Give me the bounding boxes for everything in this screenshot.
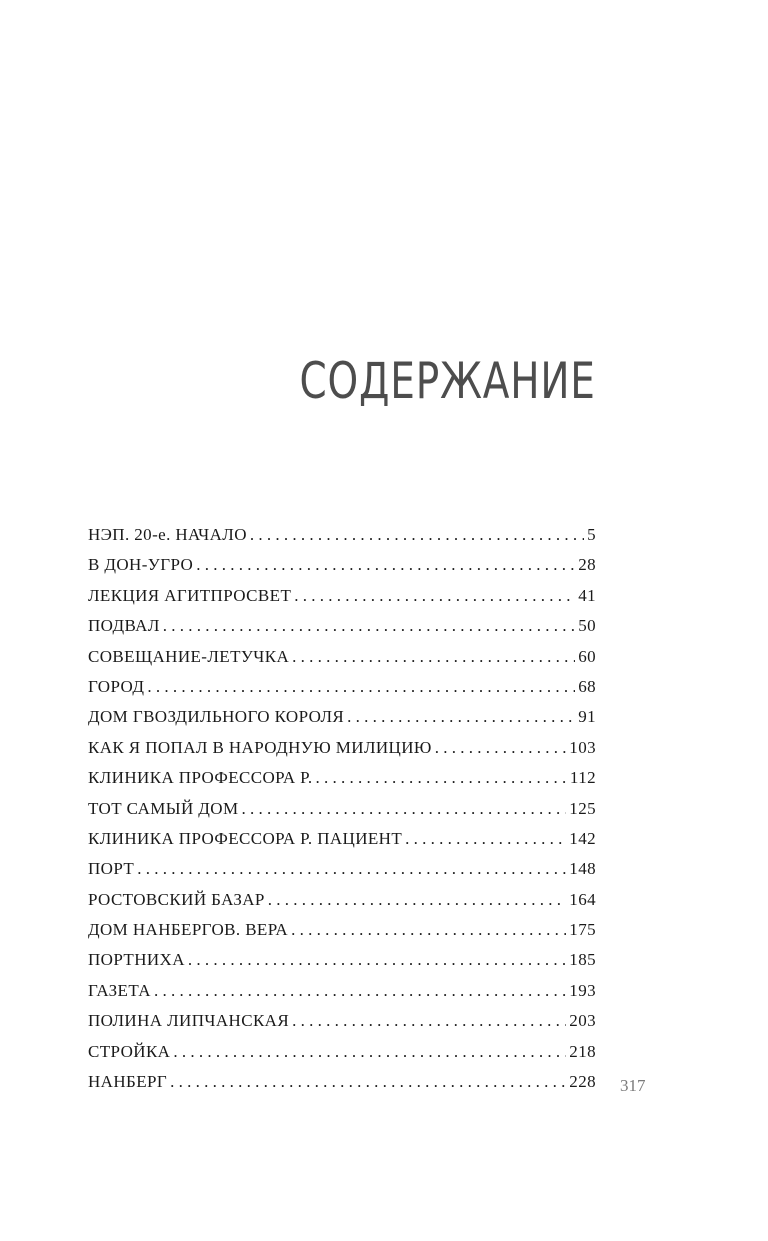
- page-number: 317: [620, 1076, 646, 1095]
- toc-entry[interactable]: [88, 890, 596, 920]
- toc-dot-leader: [405, 829, 566, 849]
- page-title: СОДЕРЖАНИЕ: [299, 352, 596, 410]
- toc-entry-title: НЭП. 20-е. НАЧАЛО: [88, 525, 247, 544]
- toc-dot-leader: [268, 890, 567, 910]
- toc-entry-title: ГАЗЕТА: [88, 980, 151, 1000]
- table-of-contents: [88, 525, 596, 1102]
- toc-entry-title: В ДОН-УГРО: [88, 555, 194, 575]
- toc-dot-leader: [292, 1011, 566, 1031]
- toc-dot-leader: [435, 738, 567, 758]
- toc-entry[interactable]: [88, 738, 596, 768]
- toc-entry-page: 50: [578, 616, 596, 636]
- toc-entry-title: СОВЕЩАНИЕ-ЛЕТУЧКА: [88, 646, 290, 666]
- toc-entry[interactable]: [88, 981, 596, 1011]
- toc-entry-page: 41: [578, 585, 596, 605]
- toc-entry-title: СТРОЙКА: [88, 1041, 171, 1061]
- toc-entry-page: 5: [587, 525, 596, 544]
- toc-entry-page: 148: [569, 859, 596, 879]
- toc-dot-leader: [196, 555, 575, 575]
- toc-entry-page: 193: [569, 980, 596, 1000]
- toc-entry-page: 68: [578, 676, 596, 696]
- toc-entry-page: 164: [569, 889, 596, 909]
- toc-entry[interactable]: [88, 616, 596, 646]
- toc-dot-leader: [163, 616, 575, 636]
- toc-entry-title: КЛИНИКА ПРОФЕССОРА Р. ПАЦИЕНТ: [88, 828, 403, 848]
- toc-entry[interactable]: [88, 677, 596, 707]
- toc-entry[interactable]: [88, 859, 596, 889]
- toc-entry[interactable]: [88, 920, 596, 950]
- toc-dot-leader: [250, 525, 584, 545]
- toc-entry[interactable]: [88, 1072, 596, 1102]
- toc-entry-page: 112: [569, 768, 596, 788]
- toc-entry-title: ТОТ САМЫЙ ДОМ: [88, 798, 239, 818]
- toc-entry-title: КАК Я ПОПАЛ В НАРОДНУЮ МИЛИЦИЮ: [88, 737, 432, 757]
- toc-entry-page: 91: [578, 707, 596, 727]
- toc-entry-title: ПОРТ: [88, 859, 135, 879]
- toc-entry[interactable]: [88, 829, 596, 859]
- toc-entry-page: 28: [578, 555, 596, 575]
- toc-entry[interactable]: [88, 1042, 596, 1072]
- toc-dot-leader: [316, 768, 567, 788]
- toc-entry-title: НАНБЕРГ: [88, 1072, 168, 1092]
- toc-dot-leader: [292, 647, 575, 667]
- toc-entry-title: ПОДВАЛ: [88, 616, 160, 636]
- toc-dot-leader: [347, 707, 575, 727]
- toc-entry-title: ПОРТНИХА: [88, 950, 185, 970]
- toc-entry-title: КЛИНИКА ПРОФЕССОРА Р.: [88, 768, 313, 788]
- toc-entry-title: РОСТОВСКИЙ БАЗАР: [88, 889, 265, 909]
- toc-entry-title: ЛЕКЦИЯ АГИТПРОСВЕТ: [88, 585, 292, 605]
- toc-entry[interactable]: [88, 707, 596, 737]
- toc-entry-title: ДОМ НАНБЕРГОВ. ВЕРА: [88, 920, 289, 940]
- toc-entry-page: 203: [569, 1011, 596, 1031]
- toc-entry-title: ГОРОД: [88, 676, 145, 696]
- toc-dot-leader: [154, 981, 566, 1001]
- toc-entry-page: 185: [569, 950, 596, 970]
- toc-dot-leader: [170, 1072, 566, 1092]
- toc-entry[interactable]: [88, 950, 596, 980]
- toc-dot-leader: [147, 677, 575, 697]
- toc-dot-leader: [291, 920, 566, 940]
- toc-entry[interactable]: [88, 647, 596, 677]
- toc-entry[interactable]: [88, 525, 596, 555]
- toc-dot-leader: [188, 950, 566, 970]
- toc-entry-title: ДОМ ГВОЗДИЛЬНОГО КОРОЛЯ: [88, 707, 345, 727]
- toc-dot-leader: [294, 586, 575, 606]
- toc-entry-page: 228: [569, 1072, 596, 1092]
- toc-entry-page: 103: [569, 737, 596, 757]
- toc-entry-page: 60: [578, 646, 596, 666]
- toc-entry-page: 218: [569, 1041, 596, 1061]
- toc-dot-leader: [242, 799, 567, 819]
- toc-entry-title: ПОЛИНА ЛИПЧАНСКАЯ: [88, 1011, 290, 1031]
- toc-entry-page: 125: [569, 798, 596, 818]
- toc-dot-leader: [137, 859, 566, 879]
- toc-entry-page: 175: [569, 920, 596, 940]
- toc-entry[interactable]: [88, 768, 596, 798]
- toc-entry[interactable]: [88, 555, 596, 585]
- toc-entry-page: 142: [569, 828, 596, 848]
- toc-entry[interactable]: [88, 1011, 596, 1041]
- toc-entry[interactable]: [88, 799, 596, 829]
- toc-entry[interactable]: [88, 586, 596, 616]
- toc-dot-leader: [173, 1042, 566, 1062]
